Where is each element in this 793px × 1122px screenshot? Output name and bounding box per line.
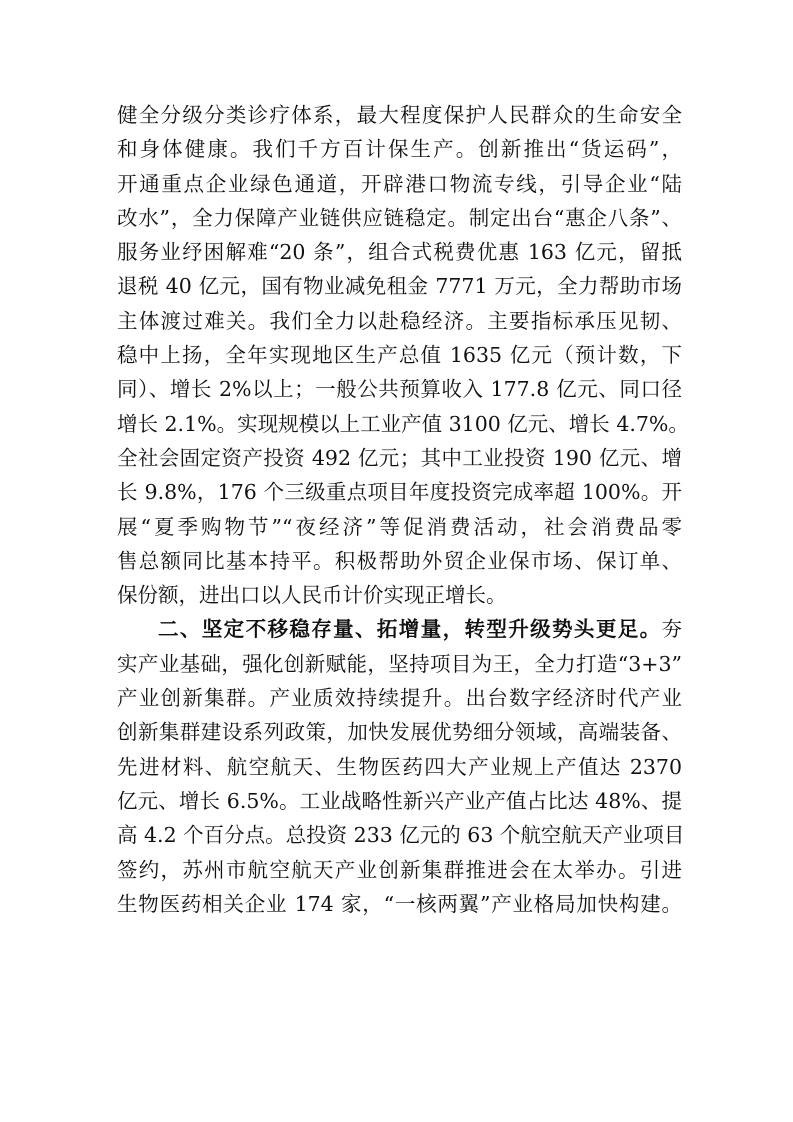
text-line: 签约，苏州市航空航天产业创新集群推进会在太举办。引进 [117, 857, 682, 882]
text-line: 开通重点企业绿色通道，开辟港口物流专线，引导企业“陆 [117, 171, 682, 196]
text-line: 保份额，进出口以人民币计价实现正增长。 [117, 583, 507, 608]
text-line: 亿元、增长 6.5%。工业战略性新兴产业产值占比达 48%、提 [117, 788, 682, 813]
text-line: 主体渡过难关。我们全力以赴稳经济。主要指标承压见韧、 [117, 308, 682, 333]
text-line: 和身体健康。我们千方百计保生产。创新推出“货运码”， [117, 137, 682, 162]
text-line: 改水”，全力保障产业链供应链稳定。制定出台“惠企八条”、 [117, 205, 682, 230]
body-text [117, 98, 689, 921]
text-line: 创新集群建设系列政策，加快发展优势细分领域，高端装备、 [117, 720, 682, 745]
text-line: 全社会固定资产投资 492 亿元；其中工业投资 190 亿元、增 [117, 445, 682, 470]
text-line: 高 4.2 个百分点。总投资 233 亿元的 63 个航空航天产业项目 [117, 823, 685, 848]
text-line: 服务业纾困解难“20 条”，组合式税费优惠 163 亿元，留抵 [117, 240, 682, 265]
section-heading-line [117, 612, 682, 646]
text-line: 增长 2.1%。实现规模以上工业产值 3100 亿元、增长 4.7%。 [117, 411, 689, 436]
text-line: 展“夏季购物节”“夜经济”等促消费活动，社会消费品零 [117, 514, 682, 539]
text-line: 健全分级分类诊疗体系，最大程度保护人民群众的生命安全 [117, 103, 682, 127]
heading-line-continuation: 夯 [661, 617, 682, 642]
text-line: 实产业基础，强化创新赋能，坚持项目为王，全力打造“3+3” [117, 651, 682, 676]
text-line: 稳中上扬，全年实现地区生产总值 1635 亿元（预计数，下 [117, 343, 682, 368]
text-line: 生物医药相关企业 174 家，“一核两翼”产业格局加快构建。 [117, 891, 682, 916]
section-heading: 二、坚定不移稳存量、拓增量，转型升级势头更足。 [158, 617, 662, 642]
text-line: 长 9.8%，176 个三级重点项目年度投资完成率超 100%。开 [117, 480, 682, 505]
text-line: 售总额同比基本持平。积极帮助外贸企业保市场、保订单、 [117, 548, 682, 573]
text-line: 先进材料、航空航天、生物医药四大产业规上产值达 2370 [117, 754, 682, 779]
text-line: 产业创新集群。产业质效持续提升。出台数字经济时代产业 [117, 686, 682, 711]
text-line: 同）、增长 2%以上；一般公共预算收入 177.8 亿元、同口径 [117, 377, 682, 402]
text-line: 退税 40 亿元，国有物业减免租金 7771 万元，全力帮助市场 [117, 274, 682, 299]
